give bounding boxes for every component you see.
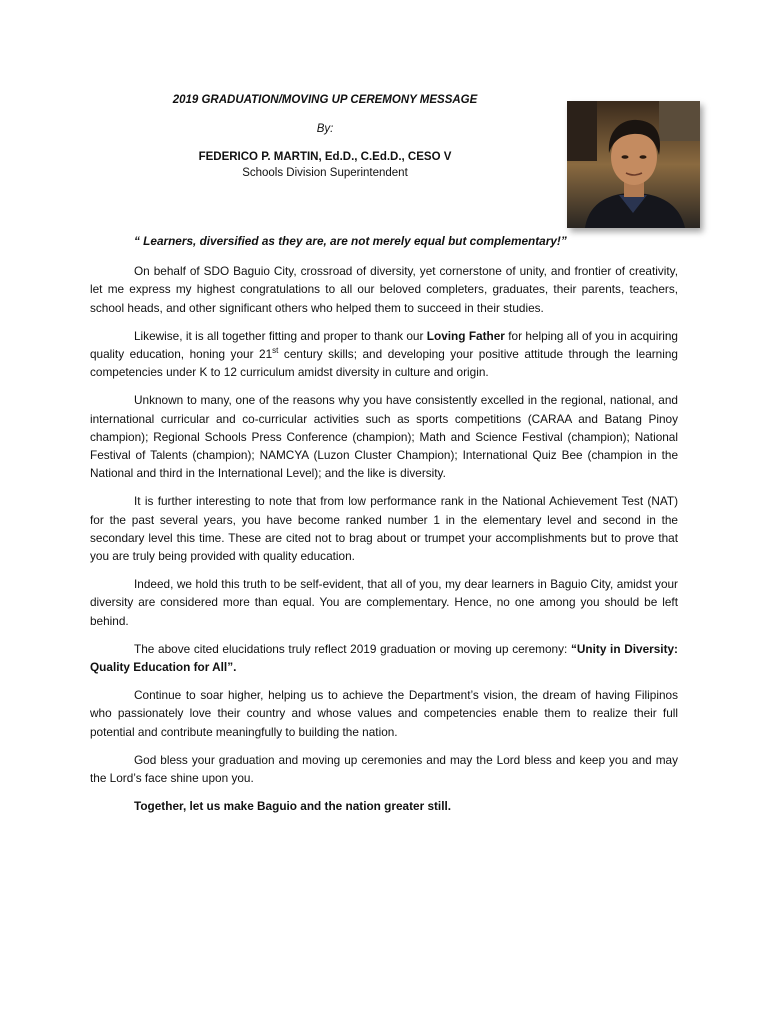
paragraph-3: Unknown to many, one of the reasons why you have consistently excelled in the regional, national, and international curricular and co-curricular activities such as sports competitions (CARAA and Batang Pinoy champion); Regional Schools Press Conference (champion); Math and Science Festival (champion); National Festival of Talents (champion); NAMCYA (Luzon Cluster Champion); International Quiz Bee (champion in the National and third in the International Level); and the like is diversity. (90, 393, 678, 481)
opening-quote: “ Learners, diversified as they are, are not merely equal but complementary!” (134, 234, 567, 248)
author-position: Schools Division Superintendent (242, 167, 408, 179)
paragraph-6-text-a: The above cited elucidations truly reflect 2019 graduation or moving up ceremony: (134, 641, 571, 656)
message-body (90, 232, 678, 825)
paragraph-8: God bless your graduation and moving up ceremonies and may the Lord bless and keep you and may the Lord’s face shine upon you. (90, 752, 678, 786)
paragraph-2 (90, 327, 678, 382)
paragraph-4: It is further interesting to note that from low performance rank in the National Achievement Test (NAT) for the past several years, you have become ranked number 1 in the elementary level and second in the secondary level this time. These are cited not to brag about or trumpet your accomplishments but to prove that you are truly being provided with quality education. (90, 494, 678, 564)
author-name: FEDERICO P. MARTIN, Ed.D., C.Ed.D., CESO V (198, 151, 452, 163)
paragraph-2-emphasis: Loving Father (426, 328, 505, 343)
paragraph-2-text-a: Likewise, it is all together fitting and proper to thank our (134, 328, 427, 343)
paragraph-2-text-d: century skills; and developing your positive attitude through the learning competencies under K to 12 curriculum amidst diversity in culture and origin. (90, 347, 678, 380)
portrait-image (567, 101, 700, 228)
message-title: 2019 GRADUATION/MOVING UP CEREMONY MESSAGE (172, 94, 478, 106)
by-line: By: (316, 123, 334, 135)
paragraph-6-theme: “Unity in Diversity: Quality Education for All”. (90, 641, 678, 675)
paragraph-2-text-c: for helping all of you in acquiring quality education, honing your 21 (90, 328, 678, 362)
message-header (90, 92, 560, 181)
author-photo (567, 101, 700, 228)
paragraph-6 (90, 640, 678, 676)
paragraph-1: On behalf of SDO Baguio City, crossroad of diversity, yet cornerstone of unity, and frontier of creativity, let me express my highest congratulations to all our beloved completers, graduates, their parents, teachers, school heads, and other significant others who helped them to succeed in their studies. (90, 264, 678, 315)
paragraph-5: Indeed, we hold this truth to be self-evident, that all of you, my dear learners in Baguio City, amidst your diversity are considered more than equal. You are complementary. Hence, no one among you should be left behind. (90, 577, 678, 628)
paragraph-7: Continue to soar higher, helping us to achieve the Department’s vision, the dream of having Filipinos who passionately love their country and whose values and competencies enable them to realize their full potential and contribute meaningfully to building the nation. (90, 688, 678, 739)
paragraph-2-superscript: st (272, 346, 279, 356)
closing-line: Together, let us make Baguio and the nation greater still. (134, 799, 452, 814)
